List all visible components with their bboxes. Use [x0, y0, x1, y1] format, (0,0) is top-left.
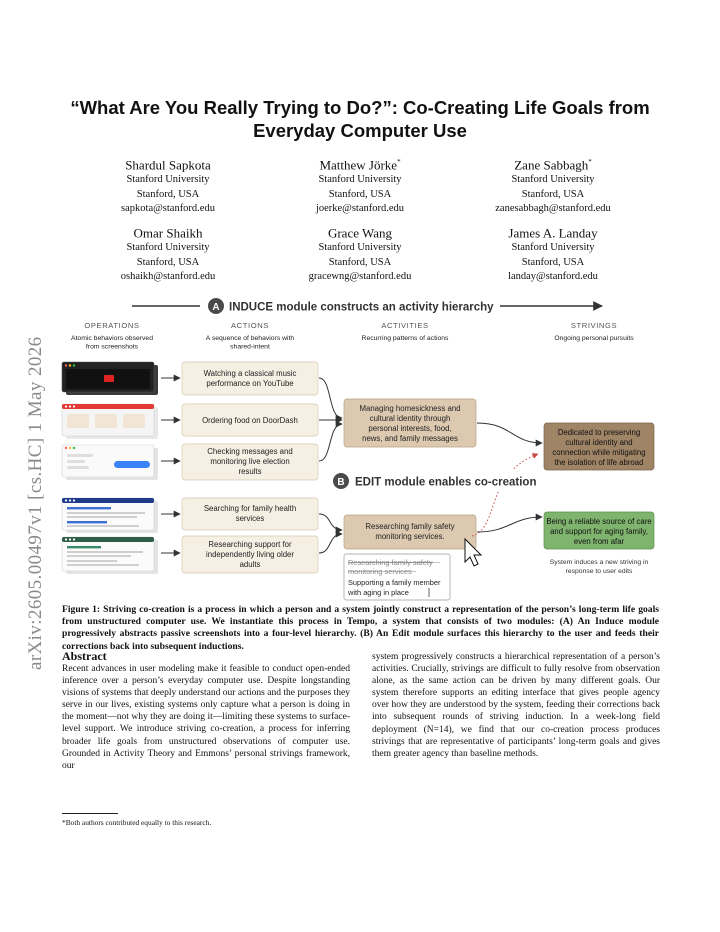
author-email-text: landay@stanford.edu	[508, 270, 598, 282]
author-affiliation	[73, 173, 263, 187]
author-location-text: Stanford, USA	[136, 188, 200, 200]
author-affiliation	[458, 173, 648, 187]
action-elder-2: independently living older	[206, 550, 294, 559]
author-4	[265, 222, 455, 284]
edit-label: EDIT module enables co-creation	[355, 476, 537, 489]
screenshot-health-search	[62, 498, 158, 533]
col-title-actions: ACTIONS	[231, 321, 269, 330]
author-email-text: joerke@stanford.edu	[315, 202, 405, 214]
author-email-text: oshaikh@stanford.edu	[120, 270, 216, 282]
striving-care-3: even from afar	[573, 537, 625, 546]
author-3	[73, 222, 263, 284]
author-0	[73, 154, 263, 216]
activity-homesickness-1: Managing homesickness and	[359, 404, 461, 413]
author-affiliation	[458, 241, 648, 255]
edit-box[interactable]	[344, 554, 450, 600]
author-location	[458, 256, 648, 270]
author-1	[265, 154, 455, 216]
arxiv-stamp-text: arXiv:2605.00497v1 [cs.HC] 1 May 2026	[25, 336, 46, 670]
col-title-strivings: STRIVINGS	[570, 321, 618, 330]
author-affiliation	[73, 241, 263, 255]
induce-label: INDUCE module constructs an activity hierarchy	[229, 301, 494, 314]
action-messages-1: Checking messages and	[207, 447, 293, 456]
col-sub-actions-2: shared-intent	[230, 343, 270, 351]
author-mark: *	[588, 158, 592, 166]
author-affiliation	[265, 173, 455, 187]
action-messages-2: monitoring live election	[210, 457, 290, 466]
action-youtube-1: Watching a classical music	[203, 369, 297, 378]
author-email[interactable]	[265, 202, 455, 216]
edit-badge-letter: B	[337, 477, 345, 488]
author-email-text: sapkota@stanford.edu	[121, 202, 215, 214]
activity-safety-2: monitoring services.	[375, 532, 445, 541]
col-sub-operations-2: from screenshots	[85, 343, 139, 351]
activity-homesickness-3: personal interests, food,	[368, 424, 452, 433]
author-affiliation-text: Stanford University	[318, 174, 402, 186]
author-name-text: Grace Wang	[327, 225, 393, 241]
author-name-text: Omar Shaikh	[133, 225, 203, 241]
author-name-text: Matthew Jörke	[319, 157, 398, 173]
new-striving-note-2: response to user edits	[565, 568, 633, 575]
screenshot-elder-support	[62, 537, 158, 574]
new-striving-note-1: System induces a new striving in	[549, 559, 649, 566]
abstract-heading: Abstract	[62, 649, 107, 663]
col-sub-strivings-1: Ongoing personal pursuits	[554, 335, 634, 342]
author-affiliation-text: Stanford University	[318, 242, 402, 254]
author-location	[265, 256, 455, 270]
author-email[interactable]	[73, 270, 263, 284]
action-doordash-1: Ordering food on DoorDash	[202, 416, 298, 425]
activity-safety-1: Researching family safety	[365, 522, 455, 531]
striving-cultural-4: the isolation of life abroad	[554, 458, 644, 467]
abstract-right-column: system progressively constructs a hierarchical representation of a person’s activities. Crucially, strivings are difficult to fully resolve from observation alone, as the same action can be driven by many different goals. Our system therefore supports an editing interface that gives people agency over how they are understood by the system, feeding their corrections back into subsequent rounds of striving induction. In a week-long field deployment (N=14), we find that our co-creation process produces strivings that are representative of participants’ long-term goals and gives them greater agency than baseline methods.	[372, 652, 660, 759]
author-name-text: Zane Sabbagh	[514, 157, 589, 173]
abstract-left-column: Recent advances in user modeling make it feasible to conduct open-ended inference over a person’s everyday computer use. Despite longstanding visions of systems that deeply understand our actions and the purposes they serve in our lives, existing systems only capture what a person is doing in the moment—not why they are doing it—limiting these systems to surface-level support. We introduce striving co-creation, a process for inferring broader life goals from unstructured observations of computer use. Grounded in Activity Theory and Emmons’ personal strivings framework, our	[62, 664, 350, 771]
author-email[interactable]	[458, 270, 648, 284]
author-email[interactable]	[73, 202, 263, 216]
author-email-text: zanesabbagh@stanford.edu	[495, 202, 611, 214]
activity-homesickness-2: cultural identity through	[369, 414, 451, 423]
col-sub-activities-1: Recurring patterns of actions	[361, 335, 449, 342]
action-youtube-2: performance on YouTube	[206, 379, 294, 388]
action-elder-3: adults	[239, 560, 261, 569]
striving-cultural-1: Dedicated to preserving	[557, 428, 641, 437]
author-name	[458, 154, 648, 173]
author-5	[458, 222, 648, 284]
activity-homesickness-4: news, and family messages	[362, 434, 458, 443]
edit-struck-2: monitoring services	[348, 567, 412, 576]
column-headers	[71, 321, 634, 351]
author-affiliation-text: Stanford University	[511, 174, 595, 186]
action-arrows	[319, 378, 345, 553]
col-sub-actions-1: A sequence of behaviors with	[205, 335, 295, 342]
author-location-text: Stanford, USA	[521, 188, 585, 200]
col-sub-operations-1: Atomic behaviors observed	[71, 335, 153, 342]
author-name	[73, 222, 263, 241]
author-location-text: Stanford, USA	[328, 188, 392, 200]
author-location	[73, 188, 263, 202]
author-location-text: Stanford, USA	[328, 256, 392, 268]
action-health-2: services	[235, 514, 265, 523]
author-name-text: James A. Landay	[508, 225, 598, 241]
author-location-text: Stanford, USA	[136, 256, 200, 268]
author-affiliation	[265, 241, 455, 255]
author-location	[265, 188, 455, 202]
author-email-text: gracewng@stanford.edu	[308, 270, 412, 282]
striving-cultural-2: cultural identity and	[565, 438, 633, 447]
figure-1	[60, 296, 680, 602]
author-affiliation-text: Stanford University	[126, 174, 210, 186]
striving-nodes	[544, 423, 654, 575]
footnote: *Both authors contributed equally to this research.	[62, 818, 212, 827]
arxiv-stamp	[22, 262, 48, 672]
screenshot-doordash	[62, 404, 158, 439]
author-location-text: Stanford, USA	[521, 256, 585, 268]
induce-badge-letter: A	[212, 302, 220, 313]
action-elder-1: Researching support for	[208, 540, 292, 549]
author-name	[73, 154, 263, 173]
author-name	[458, 222, 648, 241]
col-title-operations: OPERATIONS	[84, 321, 140, 330]
edit-replacement-2: with aging in place	[348, 588, 409, 597]
edit-struck-1: Researching family safety	[348, 558, 433, 567]
author-name	[265, 222, 455, 241]
author-affiliation-text: Stanford University	[126, 242, 210, 254]
author-affiliation-text: Stanford University	[511, 242, 595, 254]
author-mark: *	[397, 158, 401, 166]
action-nodes	[182, 362, 318, 573]
author-email[interactable]	[458, 202, 648, 216]
edit-replacement-1: Supporting a family member	[348, 578, 441, 587]
col-title-activities: ACTIVITIES	[381, 321, 429, 330]
author-name	[265, 154, 455, 173]
figure-caption: Figure 1: Striving co-creation is a process in which a person and a system jointly construct a representation of the person’s long-term life goals from unstructured computer use. We instantiate this process in Tempo, a system that consists of two modules: (A) An Induce module progressively abstracts passive screenshots into a four-level hierarchy. (B) An Edit module surfaces this hierarchy to the user and feeds their corrections back into subsequent inductions.	[62, 604, 659, 652]
footnote-rule	[62, 813, 118, 814]
author-location	[73, 256, 263, 270]
author-email[interactable]	[265, 270, 455, 284]
striving-cultural-3: connection while mitigating	[552, 448, 646, 457]
action-health-1: Searching for family health	[203, 504, 297, 513]
author-2	[458, 154, 648, 216]
author-location	[458, 188, 648, 202]
paper-title: “What Are You Really Trying to Do?”: Co-Creating Life Goals from Everyday Computer Use	[70, 97, 650, 141]
striving-care-2: and support for aging family,	[550, 527, 648, 536]
action-messages-3: results	[238, 467, 262, 476]
feedback-arrow	[472, 454, 538, 536]
author-name-text: Shardul Sapkota	[125, 157, 211, 173]
striving-care-1: Being a reliable source of care	[546, 517, 652, 526]
screenshot-messages	[62, 445, 158, 480]
operation-arrows	[161, 378, 180, 553]
screenshot-youtube	[62, 362, 158, 395]
